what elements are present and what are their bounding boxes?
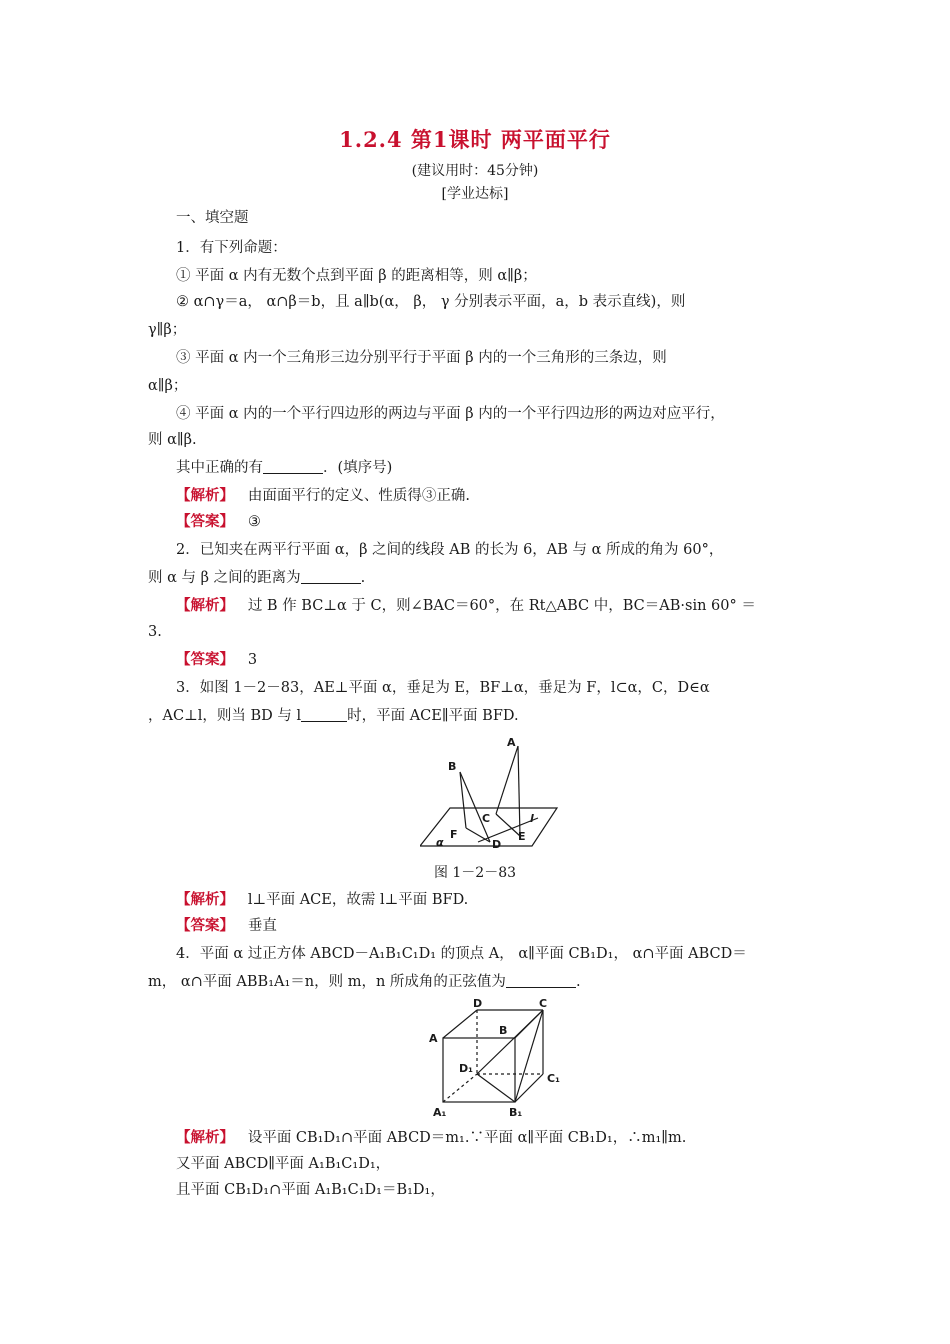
q1-answer: [176, 512, 261, 532]
label-d1: D₁: [459, 1062, 473, 1075]
edge-a1d1: [443, 1074, 477, 1102]
q2-analysis-cont: 3.: [148, 624, 162, 640]
q3-line-1: 3．如图 1－2－83，AE⊥平面 α，垂足为 E，BF⊥α，垂足为 F，l⊂α，C，D∈α: [176, 680, 710, 696]
q1-proposition-4: ④ 平面 α 内的一个平行四边形的两边与平面 β 内的一个平行四边形的两边对应平行，: [176, 406, 725, 422]
answer-tag: 【答案】: [176, 651, 234, 668]
analysis-tag: 【解析】: [176, 487, 234, 504]
analysis-tag: 【解析】: [176, 891, 234, 908]
q3-answer: [176, 916, 277, 936]
q1-proposition-1: ① 平面 α 内有无数个点到平面 β 的距离相等，则 α∥β；: [176, 268, 537, 284]
label-a: A: [429, 1032, 438, 1045]
part-heading: 一、填空题: [176, 210, 249, 226]
segment-ac: [496, 746, 518, 814]
label-b1: B₁: [509, 1106, 523, 1119]
q1-stem: 1．有下列命题：: [176, 240, 287, 256]
label-a1: A₁: [433, 1106, 447, 1119]
q2-answer: [176, 650, 257, 670]
answer-blank: [301, 569, 361, 584]
answer-blank: [301, 707, 347, 722]
q2-analysis: [176, 596, 756, 616]
answer-blank: [263, 459, 323, 474]
q3-line-2-text: ，AC⊥l，则当 BD 与 l: [148, 708, 302, 724]
q4-line-1: 4．平面 α 过正方体 ABCD－A₁B₁C₁D₁ 的顶点 A， α∥平面 CB₁D₁， α∩平面 ABCD＝: [176, 946, 747, 962]
q2-line-2-suffix: .: [360, 570, 366, 586]
q3-analysis-text: l⊥平面 ACE，故需 l⊥平面 BFD.: [247, 892, 469, 908]
label-b: B: [499, 1024, 508, 1037]
lesson-title: 1.2.4 第1课时 两平面平行: [339, 127, 611, 152]
diag-d1b1: [477, 1074, 515, 1102]
figure-planes: [420, 734, 565, 854]
q3-answer-text: 垂直: [247, 918, 277, 934]
q1-proposition-3-cont: α∥β；: [148, 378, 188, 394]
q3-line-2-suffix: 时，平面 ACE∥平面 BFD.: [347, 708, 519, 724]
segment-ae: [518, 746, 520, 836]
q1-proposition-2-cont: γ∥β；: [148, 322, 187, 338]
label-c1: C₁: [547, 1072, 560, 1085]
q4-analysis-line-2: 又平面 ABCD∥平面 A₁B₁C₁D₁，: [176, 1156, 391, 1172]
figure-caption: 图 1－2－83: [433, 865, 517, 881]
q4-line-2-text: m， α∩平面 ABB₁A₁＝n，则 m，n 所成角的正弦值为: [148, 974, 506, 990]
q4-analysis: [176, 1128, 686, 1148]
edge-ad: [443, 1010, 477, 1038]
q3-analysis: [176, 890, 468, 910]
q2-line-2-text: 则 α 与 β 之间的距离为: [148, 570, 301, 586]
q1-proposition-4-cont: 则 α∥β.: [148, 432, 197, 448]
figure-cube: [425, 998, 575, 1120]
segment-ce: [496, 814, 520, 836]
label-c: C: [482, 812, 491, 825]
analysis-tag: 【解析】: [176, 597, 234, 614]
answer-blank: [506, 973, 576, 988]
label-alpha: α: [436, 836, 444, 849]
section-tag: [学业达标]: [441, 186, 509, 202]
q1-question-suffix: ．(填序号): [323, 460, 393, 476]
analysis-tag: 【解析】: [176, 1129, 234, 1146]
label-l: l: [530, 812, 534, 825]
q1-analysis-text: 由面面平行的定义、性质得③正确.: [247, 488, 470, 504]
q4-line-2: [148, 972, 581, 992]
q2-answer-text: 3: [247, 652, 258, 668]
q2-analysis-text: 过 B 作 BC⊥α 于 C，则∠BAC＝60°，在 Rt△ABC 中，BC＝AB·sin 60° ＝: [247, 598, 756, 614]
q1-proposition-2: ② α∩γ＝a， α∩β＝b，且 a∥b(α， β， γ 分别表示平面，a，b 表示直线)，则: [176, 294, 686, 310]
label-a: A: [507, 736, 516, 749]
q1-question: [176, 458, 392, 478]
label-f: F: [450, 828, 458, 841]
answer-tag: 【答案】: [176, 513, 234, 530]
label-d: D: [492, 838, 502, 851]
label-e: E: [518, 830, 526, 843]
q4-analysis-line-3: 且平面 CB₁D₁∩平面 A₁B₁C₁D₁＝B₁D₁，: [176, 1182, 445, 1198]
q3-line-2: [148, 706, 519, 726]
segment-bd: [460, 772, 490, 842]
answer-tag: 【答案】: [176, 917, 234, 934]
q1-answer-text: ③: [247, 514, 261, 530]
q1-analysis: [176, 486, 470, 506]
q1-question-text: 其中正确的有: [176, 460, 263, 476]
label-c: C: [539, 998, 548, 1010]
q2-line-1: 2．已知夹在两平行平面 α，β 之间的线段 AB 的长为 6，AB 与 α 所成的角为 60°，: [176, 542, 724, 558]
label-b: B: [448, 760, 457, 773]
q4-analysis-text: 设平面 CB₁D₁∩平面 ABCD＝m₁.∵平面 α∥平面 CB₁D₁，∴m₁∥m.: [247, 1130, 687, 1146]
q1-proposition-3: ③ 平面 α 内一个三角形三边分别平行于平面 β 内的一个三角形的三条边，则: [176, 350, 667, 366]
suggested-time: (建议用时：45分钟): [411, 163, 539, 179]
q2-line-2: [148, 568, 365, 588]
q4-line-2-suffix: .: [575, 974, 581, 990]
label-d: D: [473, 998, 483, 1010]
